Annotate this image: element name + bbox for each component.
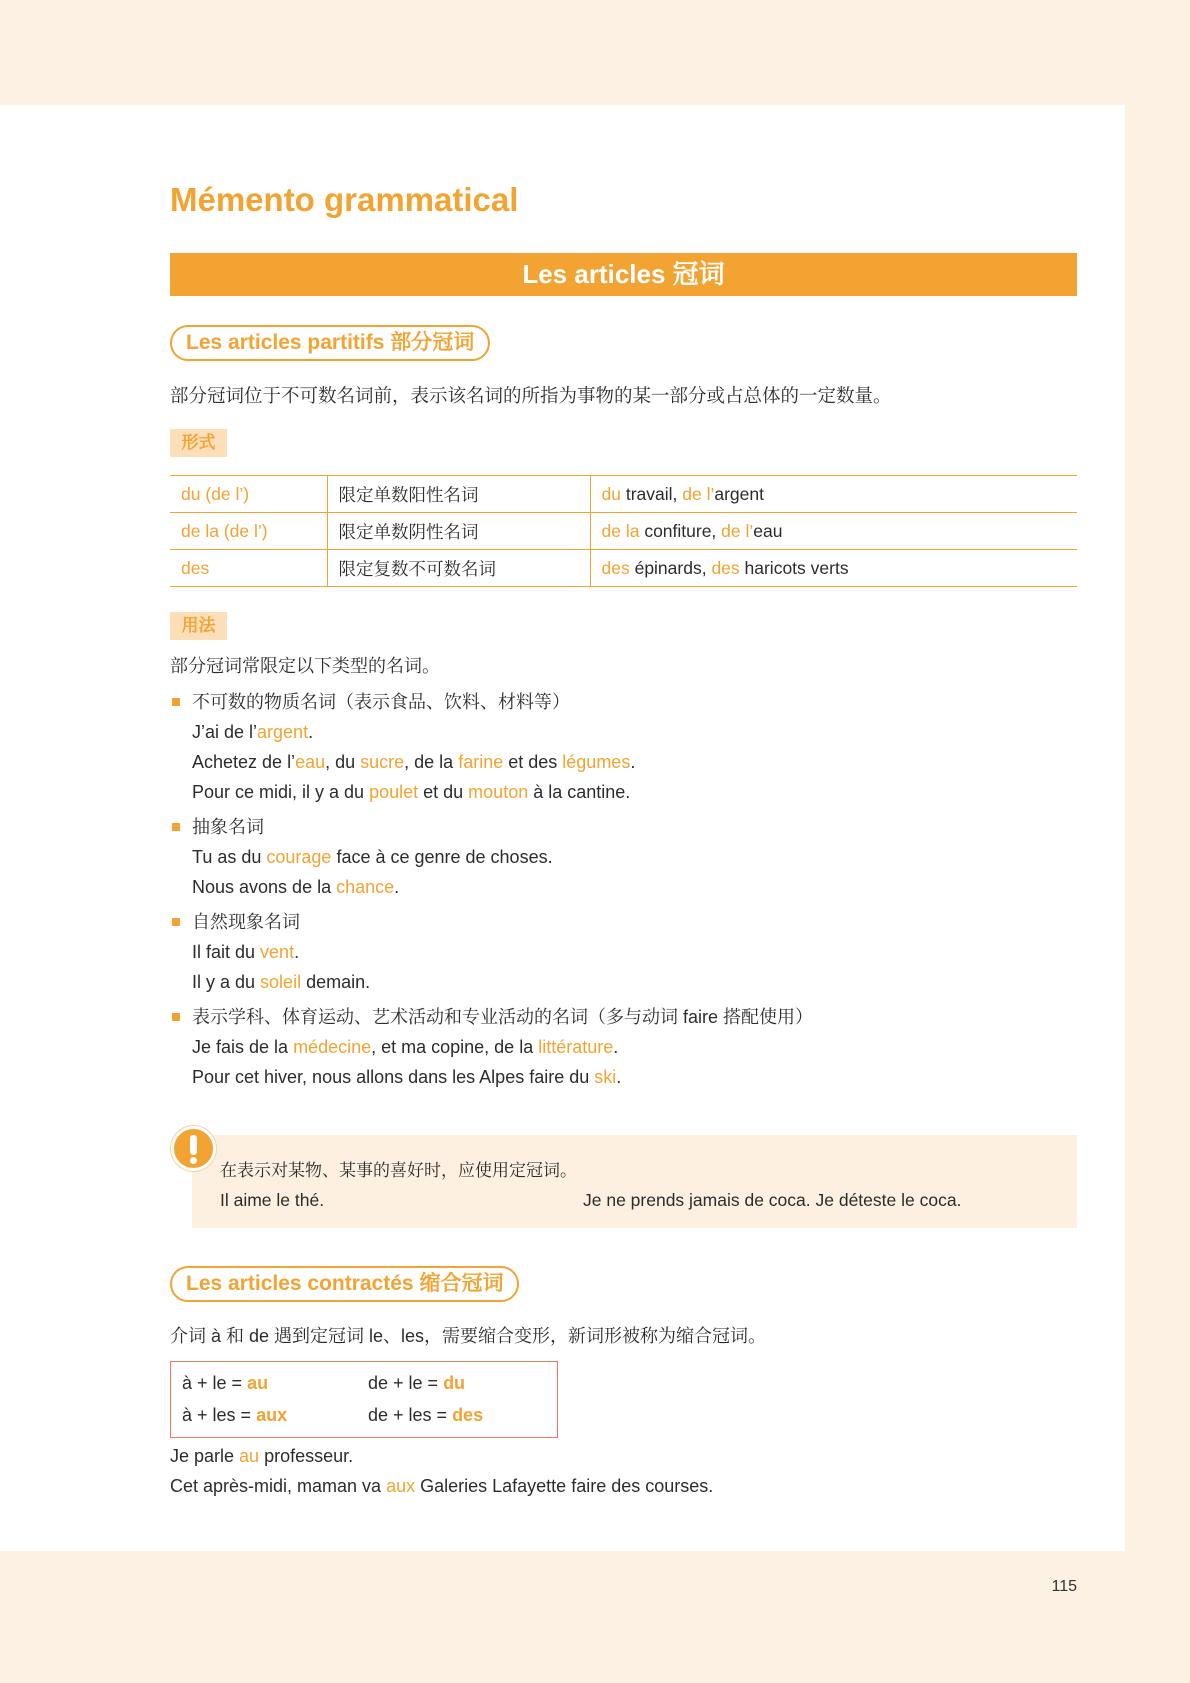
example-sentence xyxy=(192,842,1060,872)
highlighted-term: médecine xyxy=(293,1037,372,1057)
form-article-cell: des xyxy=(170,550,327,587)
section-banner xyxy=(170,253,1077,296)
text-segment: J’ai de l’ xyxy=(192,722,258,742)
text-segment: épinards, xyxy=(629,557,712,578)
highlighted-term: de la xyxy=(601,520,640,541)
example-sentence xyxy=(192,777,1060,807)
contraction-rule xyxy=(182,1367,268,1399)
square-bullet-icon xyxy=(172,823,180,831)
text-segment: argent xyxy=(714,483,764,504)
example-sentence xyxy=(192,717,1060,747)
highlighted-term: sucre xyxy=(360,752,405,772)
note-text: 在表示对某物、某事的喜好时，应使用定冠词。 xyxy=(220,1161,577,1180)
highlighted-term: aux xyxy=(256,1405,288,1425)
usage-group xyxy=(170,812,1060,902)
table-row xyxy=(170,550,1077,587)
note-box xyxy=(192,1135,1077,1228)
highlighted-term: au xyxy=(247,1373,269,1393)
text-segment: . xyxy=(394,877,400,897)
text-segment: demain. xyxy=(301,972,371,992)
subsection-heading-partitifs: Les articles partitifs 部分冠词 xyxy=(170,325,490,361)
text-segment: Il fait du xyxy=(192,942,261,962)
page-title: Mémento grammatical xyxy=(170,181,519,218)
text-segment: . xyxy=(308,722,314,742)
highlighted-term: du xyxy=(443,1373,466,1393)
table-row xyxy=(170,476,1077,513)
text-segment: haricots verts xyxy=(739,557,849,578)
exclamation-dot xyxy=(190,1157,197,1164)
example-sentence xyxy=(192,937,1060,967)
text-segment: Je parle xyxy=(170,1446,240,1466)
form-example-cell xyxy=(590,476,1077,513)
text-segment: Je fais de la xyxy=(192,1037,294,1057)
usage-group xyxy=(170,687,1060,807)
text-segment: Galeries Lafayette faire des courses. xyxy=(415,1476,714,1496)
square-bullet-icon xyxy=(172,698,180,706)
form-usage-cell: 限定复数不可数名词 xyxy=(327,550,590,587)
usage-group-title: 不可数的物质名词（表示食品、饮料、材料等） xyxy=(192,692,570,712)
highlighted-term: mouton xyxy=(468,782,529,802)
text-segment: professeur. xyxy=(259,1446,354,1466)
highlighted-term: des xyxy=(711,557,740,578)
square-bullet-icon xyxy=(172,1013,180,1021)
forms-table xyxy=(170,475,1077,587)
text-segment: Pour ce midi, il y a du xyxy=(192,782,370,802)
text-segment: eau xyxy=(753,520,783,541)
usage-list xyxy=(170,687,1060,1092)
text-segment: confiture, xyxy=(639,520,722,541)
text-segment: travail, xyxy=(620,483,683,504)
highlighted-term: soleil xyxy=(260,972,302,992)
example-sentence xyxy=(192,1032,1060,1062)
highlighted-term: au xyxy=(239,1446,260,1466)
text-segment: Cet après-midi, maman va xyxy=(170,1476,387,1496)
exclamation-icon xyxy=(171,1126,216,1171)
form-usage-cell: 限定单数阳性名词 xyxy=(327,476,590,513)
text-segment: . xyxy=(630,752,636,772)
table-row xyxy=(170,513,1077,550)
note-example: Il aime le thé. xyxy=(220,1190,325,1210)
example-sentence xyxy=(170,1472,713,1500)
text-segment: Achetez de l’ xyxy=(192,752,296,772)
highlighted-term: eau xyxy=(295,752,326,772)
contraction-rule xyxy=(182,1399,287,1431)
form-example-cell xyxy=(590,513,1077,550)
text-segment: , et ma copine, de la xyxy=(371,1037,539,1057)
text-segment: à la cantine. xyxy=(528,782,631,802)
banner-title: Les articles 冠词 xyxy=(522,259,725,289)
highlighted-term: vent xyxy=(260,942,295,962)
text-segment: et du xyxy=(418,782,469,802)
highlighted-term: littérature xyxy=(538,1037,614,1057)
highlighted-term: courage xyxy=(266,847,332,867)
highlighted-term: chance xyxy=(336,877,395,897)
highlighted-term: des xyxy=(601,557,630,578)
example-sentence xyxy=(192,1062,1060,1092)
text-segment: . xyxy=(294,942,300,962)
contractes-intro: 介词 à 和 de 遇到定冠词 le、les，需要缩合变形，新词形被称为缩合冠词。 xyxy=(170,1326,767,1346)
highlighted-term: légumes xyxy=(562,752,631,772)
highlighted-term: de l’ xyxy=(721,520,754,541)
highlighted-term: des xyxy=(452,1405,484,1425)
form-usage-cell: 限定单数阴性名词 xyxy=(327,513,590,550)
text-segment: Pour cet hiver, nous allons dans les Alpes faire du xyxy=(192,1067,595,1087)
text-segment: , de la xyxy=(404,752,459,772)
usage-intro: 部分冠词常限定以下类型的名词。 xyxy=(170,656,440,676)
highlighted-term: aux xyxy=(386,1476,416,1496)
exclamation-bar xyxy=(190,1135,197,1155)
highlighted-term: ski xyxy=(594,1067,617,1087)
contraction-rule xyxy=(368,1367,465,1399)
usage-group xyxy=(170,1002,1060,1092)
form-article-cell: de la (de l’) xyxy=(170,513,327,550)
page-number: 115 xyxy=(1051,1578,1077,1595)
contraction-rule xyxy=(368,1399,483,1431)
text-segment: , du xyxy=(325,752,361,772)
example-sentence xyxy=(192,967,1060,997)
text-segment: de + les = xyxy=(368,1405,453,1425)
text-segment: Tu as du xyxy=(192,847,267,867)
example-sentence xyxy=(170,1442,353,1470)
example-sentence xyxy=(192,747,1060,777)
usage-group xyxy=(170,907,1060,997)
text-segment: Il y a du xyxy=(192,972,261,992)
usage-group-title: 抽象名词 xyxy=(192,817,264,837)
highlighted-term: farine xyxy=(458,752,504,772)
contraction-rules-box xyxy=(170,1361,558,1438)
label-usage: 用法 xyxy=(170,612,227,640)
text-segment: . xyxy=(616,1067,622,1087)
highlighted-term: poulet xyxy=(369,782,419,802)
form-article-cell: du (de l’) xyxy=(170,476,327,513)
partitifs-intro: 部分冠词位于不可数名词前，表示该名词的所指为事物的某一部分或占总体的一定数量。 xyxy=(170,385,892,406)
rules-row xyxy=(171,1399,557,1431)
text-segment: face à ce genre de choses. xyxy=(331,847,553,867)
label-form: 形式 xyxy=(170,429,227,457)
text-segment: de + le = xyxy=(368,1373,444,1393)
usage-group-title: 自然现象名词 xyxy=(192,912,300,932)
example-sentence xyxy=(192,872,1060,902)
text-segment: et des xyxy=(503,752,563,772)
text-segment: à + les = xyxy=(182,1405,257,1425)
text-segment: Nous avons de la xyxy=(192,877,337,897)
highlighted-term: de l’ xyxy=(682,483,715,504)
subsection-heading-contractes: Les articles contractés 缩合冠词 xyxy=(170,1266,519,1302)
usage-group-title: 表示学科、体育运动、艺术活动和专业活动的名词（多与动词 faire 搭配使用） xyxy=(192,1007,814,1027)
note-example: Je ne prends jamais de coca. Je déteste le coca. xyxy=(583,1190,962,1210)
rules-row xyxy=(171,1367,557,1399)
highlighted-term: argent xyxy=(257,722,309,742)
form-example-cell xyxy=(590,550,1077,587)
text-segment: à + le = xyxy=(182,1373,248,1393)
text-segment: . xyxy=(613,1037,619,1057)
highlighted-term: du xyxy=(601,483,621,504)
square-bullet-icon xyxy=(172,918,180,926)
